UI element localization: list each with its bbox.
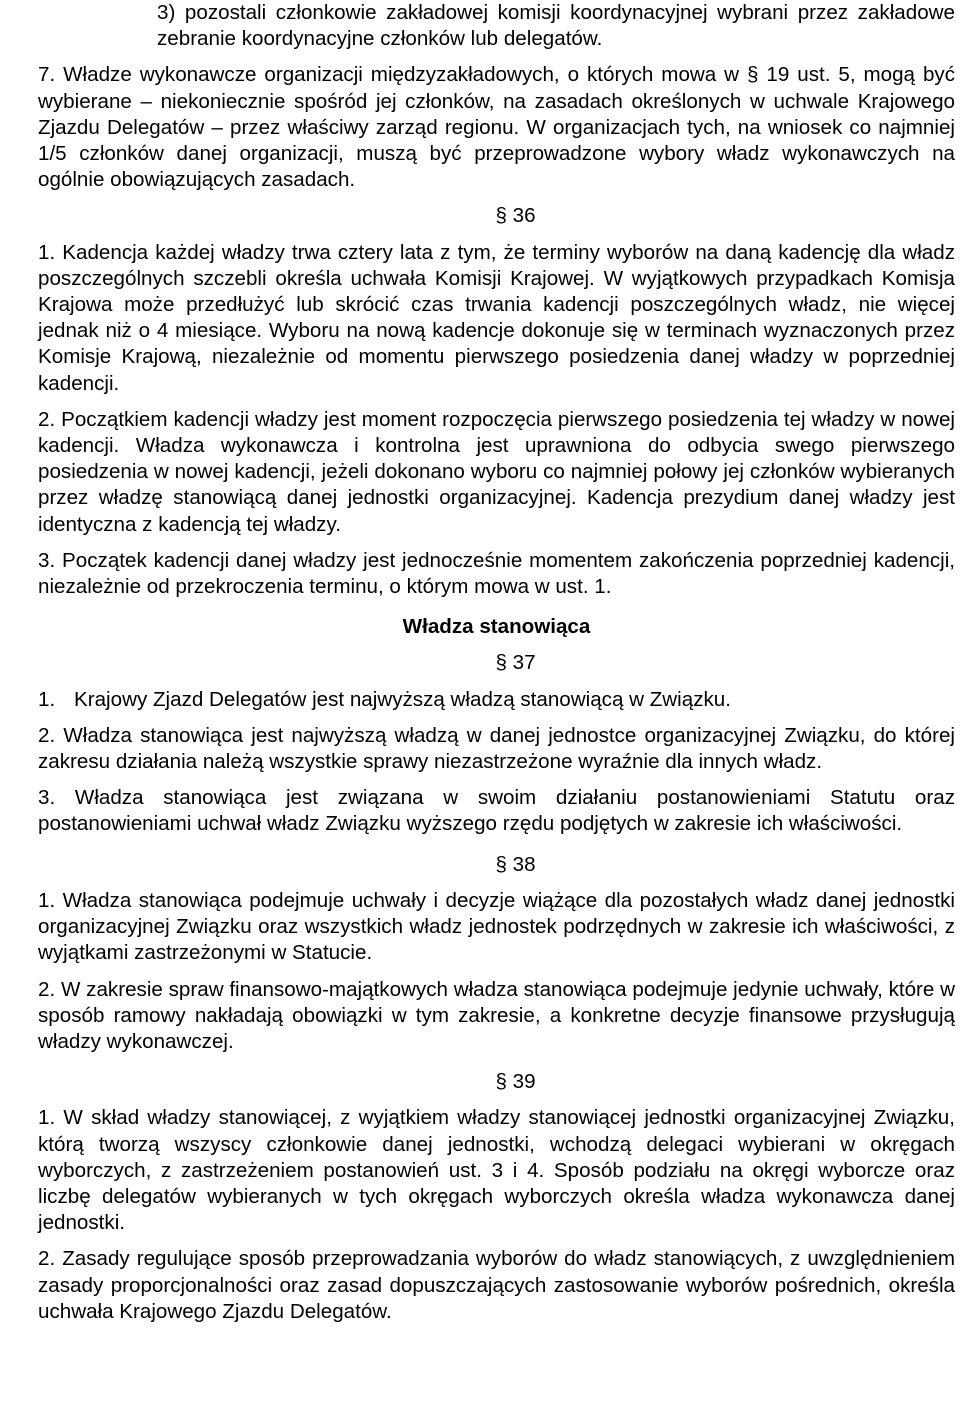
section-39-point-2-number: 2. [38, 1247, 56, 1271]
section-36-point-1-text: 1. Kadencja każdej władzy trwa cztery lata z tym, że terminy wyborów na daną kadencję dla władz poszczególnych szczebli określa uchwała Komisji Krajowej. W wyjątkowych przypadkach Komisja Krajowa może przedłużyć lub skrócić czas trwania kadencji poszczególnych władz, nie więcej jednak niż o 4 miesiące. Wyboru na nową kadencje dokonuje się w terminach wyznaczonych przez Komisje Krajową, niezależnie od momentu pierwszego posiedzenia danej władzy w poprzedniej kadencji. [38, 240, 955, 395]
section-37-point-3 [38, 785, 955, 837]
section-36-point-2-text: 2. Początkiem kadencji władzy jest moment rozpoczęcia pierwszego posiedzenia tej władzy w nowej kadencji. Władza wykonawcza i kontrolna jest uprawniona do odbycia swego pierwszego posiedzenia w nowej kadencji, jeżeli dokonano wyboru co najmniej połowy jej członków wybieranych przez władzę stanowiącą danej jednostki organizacyjnej. Kadencja prezydium danej władzy jest identyczna z kadencją tej władzy. [38, 407, 955, 536]
section-38-point-2-number: 2. [38, 977, 56, 1001]
section-36-point-1 [38, 240, 955, 397]
subpoint-3 [157, 0, 955, 52]
section-39-point-1 [38, 1105, 955, 1236]
section-37-point-1 [38, 687, 955, 713]
section-37-point-2-text: Władza stanowiąca jest najwyższą władzą w danej jednostce organizacyjnej Związku, do której zakresu działania należą wszystkie sprawy niezastrzeżone wyraźnie dla innych władz. [38, 723, 955, 774]
section-37-point-2-number: 2. [38, 723, 56, 747]
section-38-point-1-number: 1. [38, 888, 56, 912]
section-38-point-1-text: Władza stanowiąca podejmuje uchwały i decyzje wiążące dla pozostałych władz danej jednostki organizacyjnej Związku oraz wszystkich władz jednostek podrzędnych w zakresie ich właściwości, z wyjątkami zastrzeżonymi w Statucie. [38, 888, 955, 965]
section-36-heading: § 36 [495, 204, 536, 228]
section-39-heading: § 39 [495, 1070, 536, 1094]
section-38-point-1 [38, 888, 955, 967]
section-38-point-2-text: W zakresie spraw finansowo-majątkowych władza stanowiąca podejmuje jedynie uchwały, które w sposób ramowy nakładają obowiązki w tym zakresie, a konkretne decyzje finansowe przysługują władzy wykonawczej. [38, 977, 955, 1053]
section-38-heading: § 38 [495, 852, 536, 876]
section-36-point-3-text: 3. Początek kadencji danej władzy jest jednocześnie momentem zakończenia poprzedniej kadencji, niezależnie od przekroczenia terminu, o którym mowa w ust. 1. [38, 548, 955, 599]
section-39-point-1-text: W skład władzy stanowiącej, z wyjątkiem władzy stanowiącej jednostki organizacyjnej Związku, którą tworzą wszyscy członkowie danej jednostki, wchodzą delegaci wybierani w okręgach wyborczych, z zastrzeżeniem postanowień ust. 3 i 4. Sposób podziału na okręgi wyborcze oraz liczbę delegatów wybieranych w tych okręgach wyborczych określa władza wykonawcza danej jednostki. [38, 1106, 955, 1235]
section-39-point-2 [38, 1246, 955, 1325]
section-39-point-2-text: Zasady regulujące sposób przeprowadzania wyborów do władz stanowiących, z uwzględnieniem zasady proporcjonalności oraz zasad dopuszczających zastosowanie wyborów pośrednich, określa uchwała Krajowego Zjazdu Delegatów. [38, 1247, 955, 1323]
section-37-point-1-number: 1. [38, 687, 56, 711]
section-36-point-3 [38, 548, 955, 600]
section-37-point-1-text: Krajowy Zjazd Delegatów jest najwyższą władzą stanowiącą w Związku. [74, 687, 731, 711]
section-39-point-1-number: 1. [38, 1106, 56, 1130]
section-38-point-2 [38, 977, 955, 1056]
subpoint-3-text: 3) pozostali członkowie zakładowej komisji koordynacyjnej wybrani przez zakładowe zebranie koordynacyjne członków lub delegatów. [157, 1, 955, 51]
section-37-heading: § 37 [495, 651, 536, 675]
paragraph-7 [38, 62, 955, 193]
section-37-point-2 [38, 723, 955, 775]
section-37-point-3-text: Władza stanowiąca jest związana w swoim działaniu postanowieniami Statutu oraz postanowieniami uchwał władz Związku wyższego rzędu podjętych w zakresie ich właściwości. [38, 786, 955, 836]
heading-wladza-stanowiaca: Władza stanowiąca [402, 615, 591, 639]
paragraph-7-text: 7. Władze wykonawcze organizacji międzyzakładowych, o których mowa w § 19 ust. 5, mogą być wybierane – niekoniecznie spośród jej członków, na zasadach określonych w uchwale Krajowego Zjazdu Delegatów – przez właściwy zarząd regionu. W organizacjach tych, na wniosek co najmniej 1/5 członków danej organizacji, muszą być przeprowadzone wybory władz wykonawczych na ogólnie obowiązujących zasadach. [38, 63, 955, 192]
section-37-point-3-number: 3. [38, 786, 56, 810]
section-36-point-2 [38, 407, 955, 538]
document-page [38, 0, 955, 1325]
